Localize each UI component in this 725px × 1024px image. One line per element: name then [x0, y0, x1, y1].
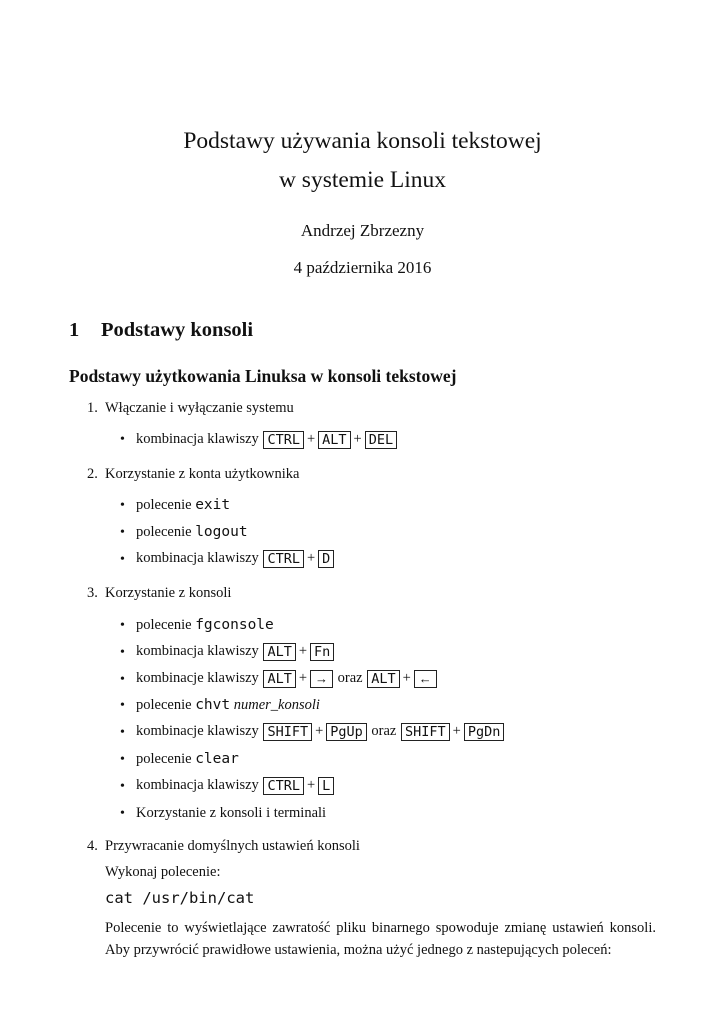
list-item: [136, 497, 230, 514]
key-ctrl: CTRL: [263, 550, 304, 568]
item-text: polecenie: [136, 617, 192, 633]
item-text: polecenie: [136, 524, 192, 540]
command-fgconsole: fgconsole: [195, 617, 274, 633]
enum-number-3: 3.: [87, 585, 98, 601]
bullet-icon: •: [120, 645, 125, 660]
item-text: kombinacja klawiszy: [136, 431, 259, 447]
list-item: [136, 777, 335, 795]
document-title-line1: Podstawy używania konsoli tekstowej: [183, 128, 542, 154]
plus-sign: +: [315, 723, 324, 739]
right-arrow-icon: →: [310, 670, 333, 688]
paragraph-text: Polecenie to wyświetlające zawratość pliku binarnego spowoduje zmianę ustawień konsoli. Aby przywrócić prawidłowe ustawienia, można użyć jednego z nastepujących poleceń:: [105, 920, 656, 958]
instruction-text: Wykonaj polecenie:: [105, 864, 221, 880]
item-text: kombinacja klawiszy: [136, 643, 259, 659]
key-l: L: [318, 777, 334, 795]
command-clear: clear: [195, 751, 239, 767]
key-ctrl: CTRL: [263, 431, 304, 449]
bullet-icon: •: [120, 698, 125, 713]
key-shift: SHIFT: [263, 723, 312, 741]
bullet-icon: •: [120, 525, 125, 540]
left-arrow-icon: ←: [414, 670, 437, 688]
key-alt: ALT: [263, 643, 295, 661]
command-argument: numer_konsoli: [233, 697, 320, 713]
plus-sign: +: [353, 431, 362, 447]
list-item: [136, 617, 274, 634]
key-pgup: PgUp: [326, 723, 367, 741]
subsection-heading: Podstawy użytkowania Linuksa w konsoli tekstowej: [69, 366, 457, 386]
bullet-icon: •: [120, 432, 125, 447]
enum-number-4: 4.: [87, 838, 98, 854]
bullet-icon: •: [120, 672, 125, 687]
key-alt: ALT: [263, 670, 295, 688]
key-alt: ALT: [367, 670, 399, 688]
item-text: polecenie: [136, 697, 192, 713]
item-text: kombinacje klawiszy: [136, 723, 259, 739]
list-item: Korzystanie z konsoli i terminali: [136, 805, 327, 821]
enum-number-2: 2.: [87, 466, 98, 482]
plus-sign: +: [306, 431, 316, 447]
item-text: kombinacja klawiszy: [136, 777, 259, 793]
list-item: [136, 550, 335, 568]
bullet-icon: •: [120, 618, 125, 633]
command-logout: logout: [195, 524, 248, 540]
document-date: 4 października 2016: [293, 258, 432, 277]
list-item: [136, 431, 398, 449]
enum-number-1: 1.: [87, 400, 98, 416]
key-del: DEL: [365, 431, 397, 449]
enum-item-4-label: Przywracanie domyślnych ustawień konsoli: [105, 838, 360, 854]
item-text: polecenie: [136, 497, 192, 513]
key-fn: Fn: [310, 643, 334, 661]
bullet-icon: •: [120, 498, 125, 513]
enum-item-1-label: Włączanie i wyłączanie systemu: [105, 400, 294, 416]
bullet-icon: •: [120, 779, 125, 794]
key-d: D: [318, 550, 334, 568]
key-shift: SHIFT: [401, 723, 450, 741]
enum-item-3-label: Korzystanie z konsoli: [105, 585, 232, 601]
command-chvt: chvt: [195, 697, 231, 713]
plus-sign: +: [306, 777, 316, 793]
list-item: [136, 723, 505, 741]
oraz-text: oraz: [371, 723, 397, 739]
section-title: Podstawy konsoli: [101, 319, 254, 341]
key-pgdn: PgDn: [464, 723, 505, 741]
list-item: [136, 643, 335, 661]
item-text: kombinacja klawiszy: [136, 550, 259, 566]
command-code: cat /usr/bin/cat: [105, 889, 255, 907]
plus-sign: +: [298, 643, 308, 659]
command-exit: exit: [195, 497, 231, 513]
list-item: [136, 524, 248, 541]
plus-sign: +: [298, 670, 308, 686]
section-number: 1: [69, 319, 80, 341]
bullet-icon: •: [120, 725, 125, 740]
item-text: polecenie: [136, 751, 192, 767]
bullet-icon: •: [120, 552, 125, 567]
plus-sign: +: [452, 723, 461, 739]
bullet-icon: •: [120, 752, 125, 767]
list-item: [136, 670, 438, 688]
plus-sign: +: [306, 550, 316, 566]
document-author: Andrzej Zbrzezny: [300, 221, 425, 240]
list-item: [136, 697, 320, 714]
key-alt: ALT: [318, 431, 350, 449]
plus-sign: +: [402, 670, 411, 686]
document-title-line2: w systemie Linux: [278, 167, 447, 193]
section-heading: [69, 319, 253, 342]
oraz-text: oraz: [337, 670, 363, 686]
key-ctrl: CTRL: [263, 777, 304, 795]
bullet-icon: •: [120, 806, 125, 821]
item-text: kombinacje klawiszy: [136, 670, 259, 686]
enum-item-2-label: Korzystanie z konta użytkownika: [105, 466, 300, 482]
list-item: [136, 751, 239, 768]
